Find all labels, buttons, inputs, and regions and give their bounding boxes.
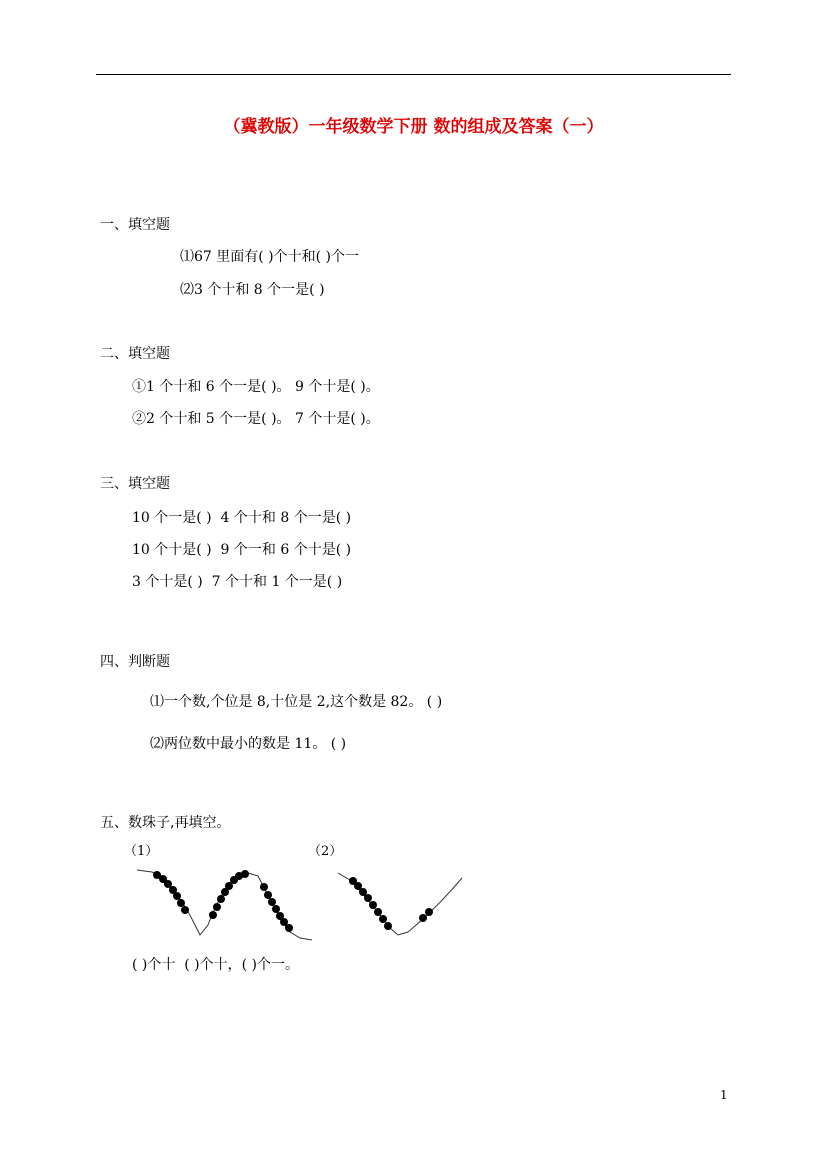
bead bbox=[241, 870, 249, 878]
section-5-heading: 五、数珠子,再填空。 bbox=[100, 815, 231, 831]
section-4-question-2: ⑵两位数中最小的数是 11。 ( ) bbox=[150, 736, 347, 752]
bead bbox=[268, 898, 276, 906]
bead bbox=[264, 891, 272, 899]
bead bbox=[213, 903, 221, 911]
bead bbox=[217, 895, 225, 903]
figure-2-label: （2） bbox=[308, 844, 343, 859]
bead bbox=[285, 924, 293, 932]
section-3-question-1: 10 个一是( ) 4 个十和 8 个一是( ) bbox=[132, 510, 352, 526]
page-number: 1 bbox=[720, 1088, 728, 1102]
bead-group-1 bbox=[153, 870, 293, 932]
bead bbox=[181, 906, 189, 914]
section-2-heading: 二、填空题 bbox=[100, 346, 170, 362]
section-5-answer-line: ( )个十 ( )个十，( )个一。 bbox=[132, 957, 300, 973]
bead bbox=[177, 899, 185, 907]
section-3-question-2: 10 个十是( ) 9 个一和 6 个十是( ) bbox=[132, 542, 352, 558]
figure-1-label: （1） bbox=[124, 844, 159, 859]
section-4-question-1: ⑴一个数,个位是 8,十位是 2,这个数是 82。 ( ) bbox=[150, 694, 443, 710]
section-1-heading: 一、填空题 bbox=[100, 217, 170, 233]
bead bbox=[419, 914, 427, 922]
bead-group-2 bbox=[349, 877, 433, 930]
section-1-question-2: ⑵3 个十和 8 个一是( ) bbox=[180, 282, 325, 298]
section-2-question-1: ①1 个十和 6 个一是( )。 9 个十是( )。 bbox=[132, 379, 380, 395]
bead bbox=[384, 922, 392, 930]
page-title: （冀教版）一年级数学下册 数的组成及答案（一） bbox=[223, 117, 604, 137]
bead bbox=[272, 905, 280, 913]
section-4-heading: 四、判断题 bbox=[100, 654, 170, 670]
section-1-question-1: ⑴67 里面有( )个十和( )个一 bbox=[180, 249, 360, 265]
bead bbox=[209, 911, 217, 919]
section-3-heading: 三、填空题 bbox=[100, 476, 170, 492]
section-3-question-3: 3 个十是( ) 7 个十和 1 个一是( ) bbox=[132, 574, 343, 590]
bead bbox=[260, 883, 268, 891]
bead bbox=[369, 901, 377, 909]
bead bbox=[364, 894, 372, 902]
bead bbox=[425, 908, 433, 916]
bead bbox=[173, 892, 181, 900]
section-2-question-2: ②2 个十和 5 个一是( )。 7 个十是( )。 bbox=[132, 411, 380, 427]
bead bbox=[374, 908, 382, 916]
bead bbox=[379, 915, 387, 923]
